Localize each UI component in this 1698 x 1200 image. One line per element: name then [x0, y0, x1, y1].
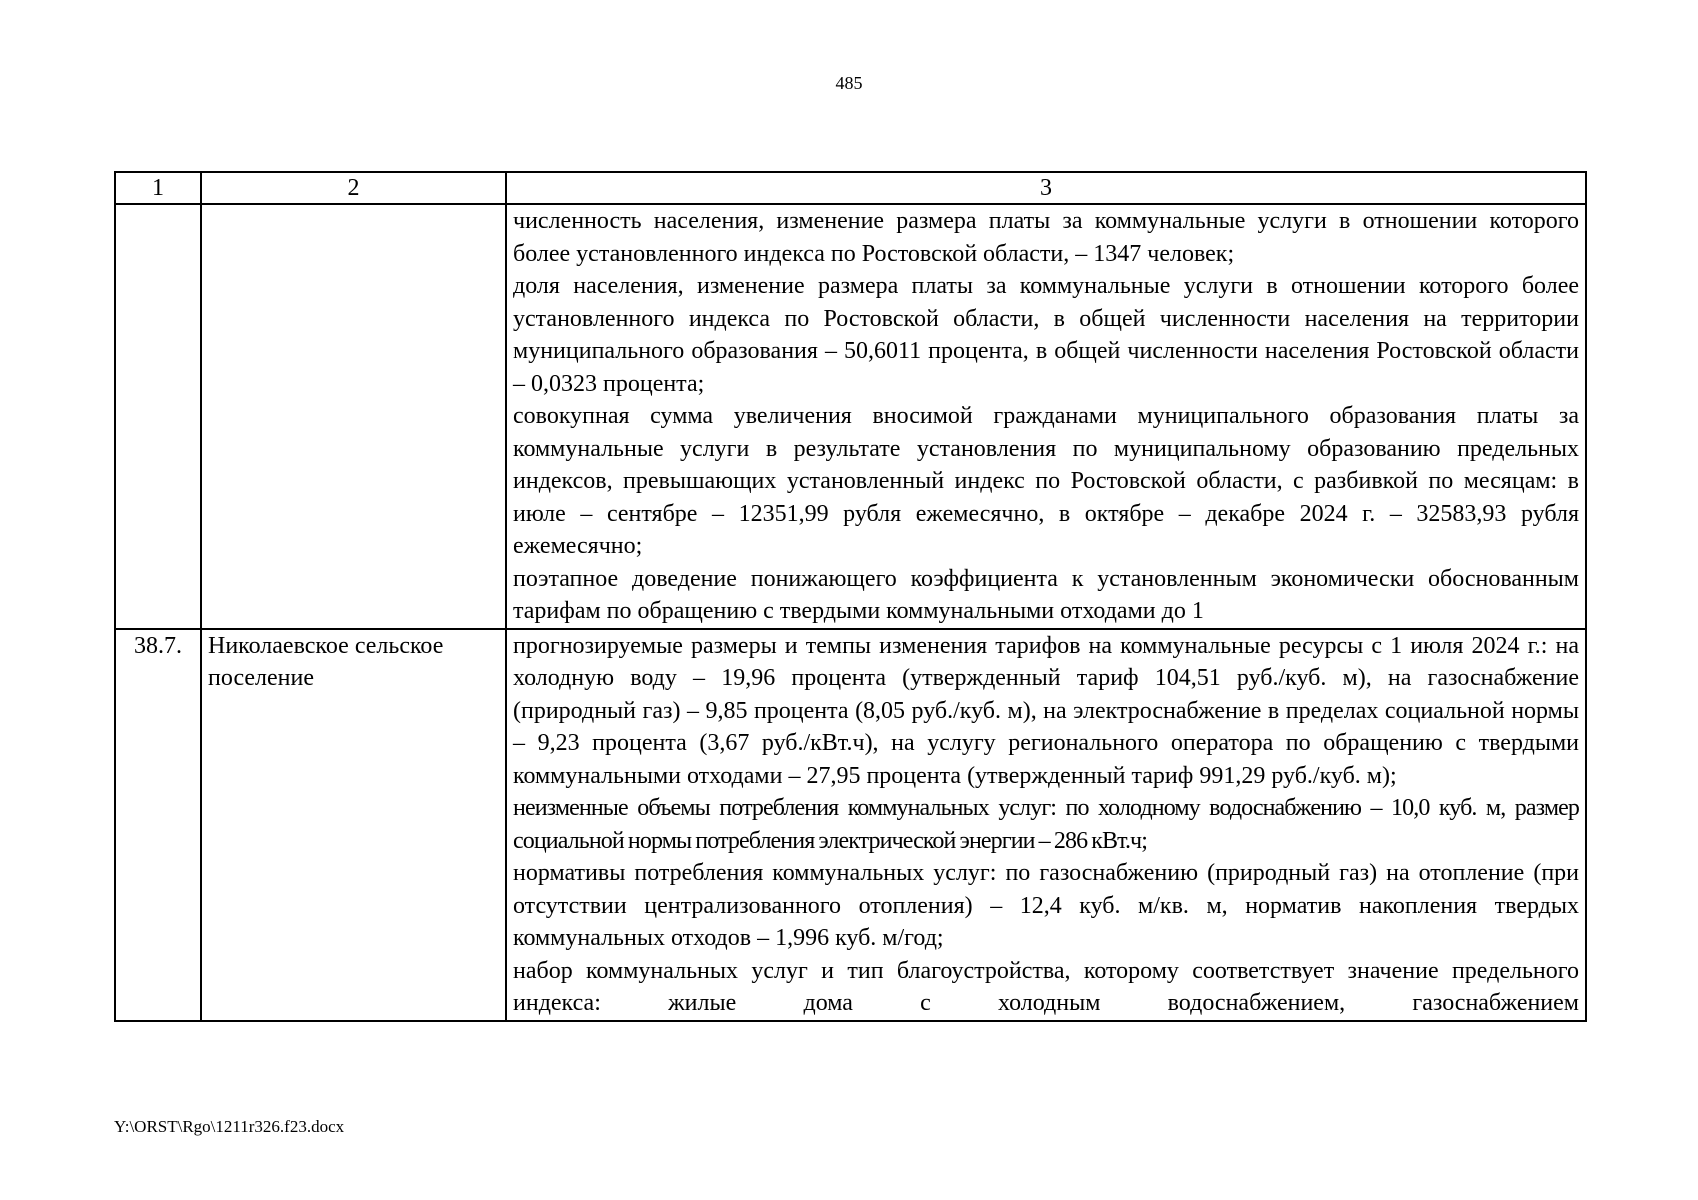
table-row-continuation	[115, 204, 1586, 629]
paragraph-consumption-volumes: неизменные объемы потребления коммунальных услуг: по холодному водоснабжению – 10,0 куб. м, размер социальной нормы потребления электрической энергии – 286 кВт.ч;	[513, 795, 1579, 854]
paragraph-population-share: доля населения, изменение размера платы за коммунальные услуги в отношении которого более установленного индекса по Ростовской области, в общей численности населения на территории муниципального образования – 50,6011 процента, в общей численности населения Ростовской области – 0,0323 процента;	[513, 273, 1579, 397]
table-row-nikolaevskoe	[115, 629, 1586, 1021]
paragraph-population-count: численность населения, изменение размера платы за коммунальные услуги в отношении которого более установленного индекса по Ростовской области, – 1347 человек;	[513, 208, 1579, 267]
paragraph-consumption-norms: нормативы потребления коммунальных услуг: по газоснабжению (природный газ) на отопление (при отсутствии централизованного отопления) – 12,4 куб. м/кв. м, норматив накопления твердых коммунальных отходов – 1,996 куб. м/год;	[513, 860, 1579, 951]
column-header-3: 3	[506, 172, 1586, 204]
page-number: 485	[835, 73, 863, 93]
table-header-row	[115, 172, 1586, 204]
municipality-name-cell	[201, 204, 506, 629]
column-header-1: 1	[115, 172, 201, 204]
paragraph-total-increase: совокупная сумма увеличения вносимой гражданами муниципального образования платы за коммунальные услуги в результате установления по муниципальному образованию предельных индексов, превышающих установленный индекс по Ростовской области, с разбивкой по месяцам: в июле – сентябре – 12351,99 рубля ежемесячно, в октябре – декабре 2024 г. – 32583,93 рубля ежемесячно;	[513, 403, 1579, 559]
paragraph-tariffs: прогнозируемые размеры и темпы изменения тарифов на коммунальные ресурсы с 1 июля 2024 г.: на холодную воду – 19,96 процента (утвержденный тариф 104,51 руб./куб. м), на газоснабжение (природный газ) – 9,85 процента (8,05 руб./куб. м), на электроснабжение в пределах социальной нормы – 9,23 процента (3,67 руб./кВт.ч), на услугу регионального оператора по обращению с твердыми коммунальными отходами – 27,95 процента (утвержденный тариф 991,29 руб./куб. м);	[513, 632, 1579, 789]
footer-file-path: Y:\ORST\Rgo\1211r326.f23.docx	[114, 1117, 345, 1136]
row-number-cell: 38.7.	[115, 629, 201, 1021]
municipality-name-cell: Николаевское сельское поселение	[201, 629, 506, 1021]
column-header-2: 2	[201, 172, 506, 204]
description-cell	[506, 204, 1586, 629]
paragraph-services-set: набор коммунальных услуг и тип благоустройства, которому соответствует значение предельного индекса: жилые дома с холодным водоснабжением, газоснабжением	[513, 957, 1579, 1016]
row-number-cell	[115, 204, 201, 629]
paragraph-coefficient: поэтапное доведение понижающего коэффициента к установленным экономически обоснованным тарифам по обращению с твердыми коммунальными отходами до 1	[513, 565, 1579, 624]
description-cell	[506, 629, 1586, 1021]
document-table	[114, 171, 1587, 1022]
